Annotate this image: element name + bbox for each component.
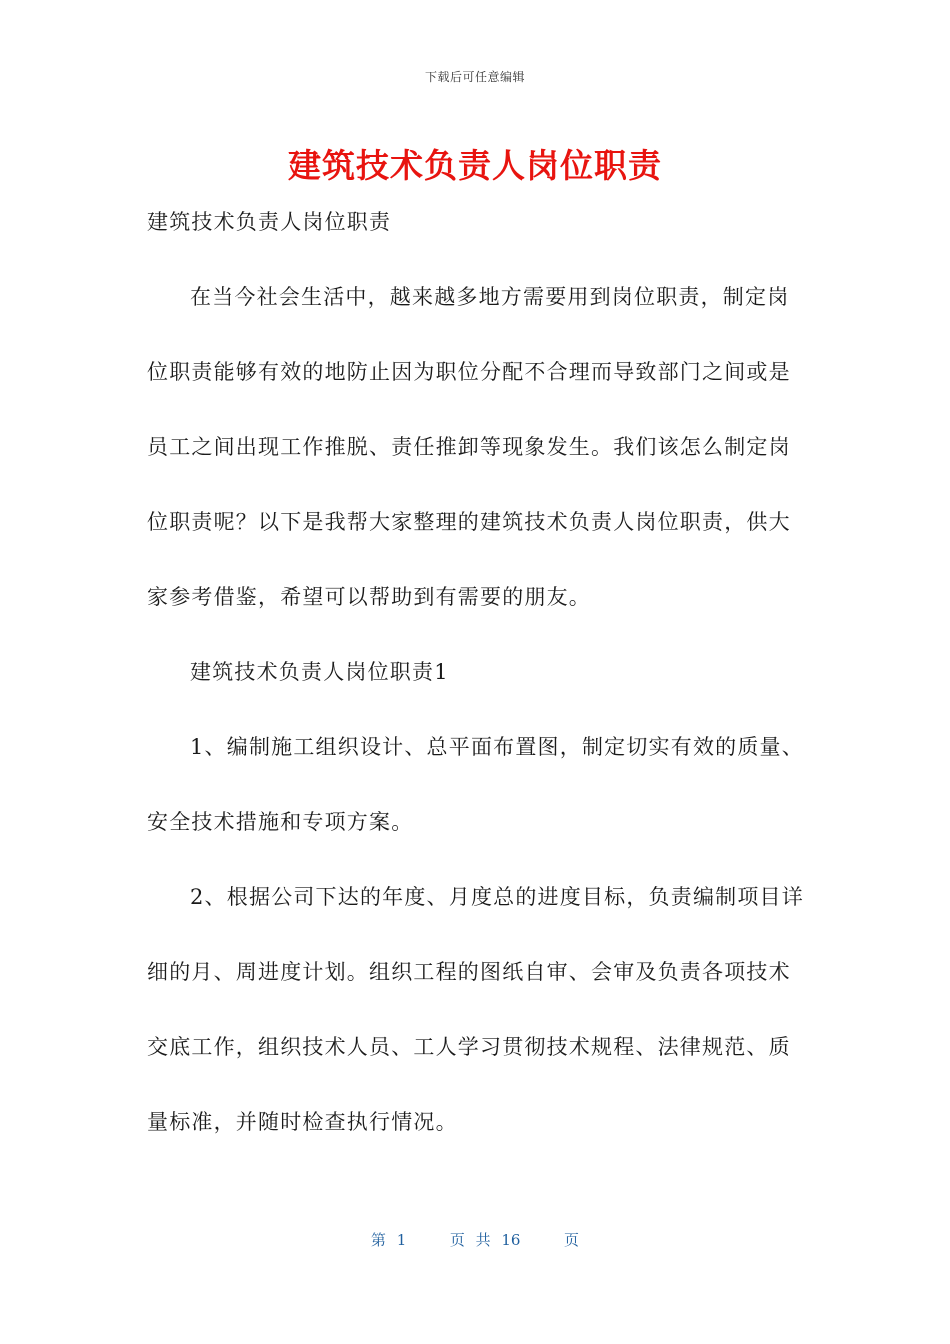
body-line: 2、根据公司下达的年度、月度总的进度目标，负责编制项目详: [190, 885, 804, 909]
body-line: 位职责能够有效的地防止因为职位分配不合理而导致部门之间或是: [147, 360, 791, 384]
page-middle: 页 共: [449, 1231, 491, 1249]
body-line: 位职责呢？以下是我帮大家整理的建筑技术负责人岗位职责，供大: [147, 510, 791, 534]
page-total: 16: [501, 1231, 521, 1249]
page-number: 1: [396, 1231, 407, 1249]
body-line: 家参考借鉴，希望可以帮助到有需要的朋友。: [147, 585, 591, 609]
body-line: 员工之间出现工作推脱、责任推卸等现象发生。我们该怎么制定岗: [147, 435, 791, 459]
body-line: 细的月、周进度计划。组织工程的图纸自审、会审及负责各项技术: [147, 960, 791, 984]
body-line: 量标准，并随时检查执行情况。: [147, 1110, 458, 1134]
body-line: 在当今社会生活中，越来越多地方需要用到岗位职责，制定岗: [190, 285, 790, 309]
body-line: 建筑技术负责人岗位职责: [147, 210, 392, 234]
body-line: 安全技术措施和专项方案。: [147, 810, 414, 834]
document-title: 建筑技术负责人岗位职责: [288, 146, 662, 185]
body-line: 交底工作，组织技术人员、工人学习贯彻技术规程、法律规范、质: [147, 1035, 791, 1059]
page-prefix: 第: [370, 1231, 386, 1249]
section-heading: 建筑技术负责人岗位职责1: [190, 660, 449, 684]
page-suffix: 页: [564, 1231, 580, 1249]
header-note: 下载后可任意编辑: [424, 70, 525, 84]
body-line: 1、编制施工组织设计、总平面布置图，制定切实有效的质量、: [190, 735, 804, 759]
document-body: [147, 200, 807, 1175]
page-footer: [0, 1229, 950, 1250]
